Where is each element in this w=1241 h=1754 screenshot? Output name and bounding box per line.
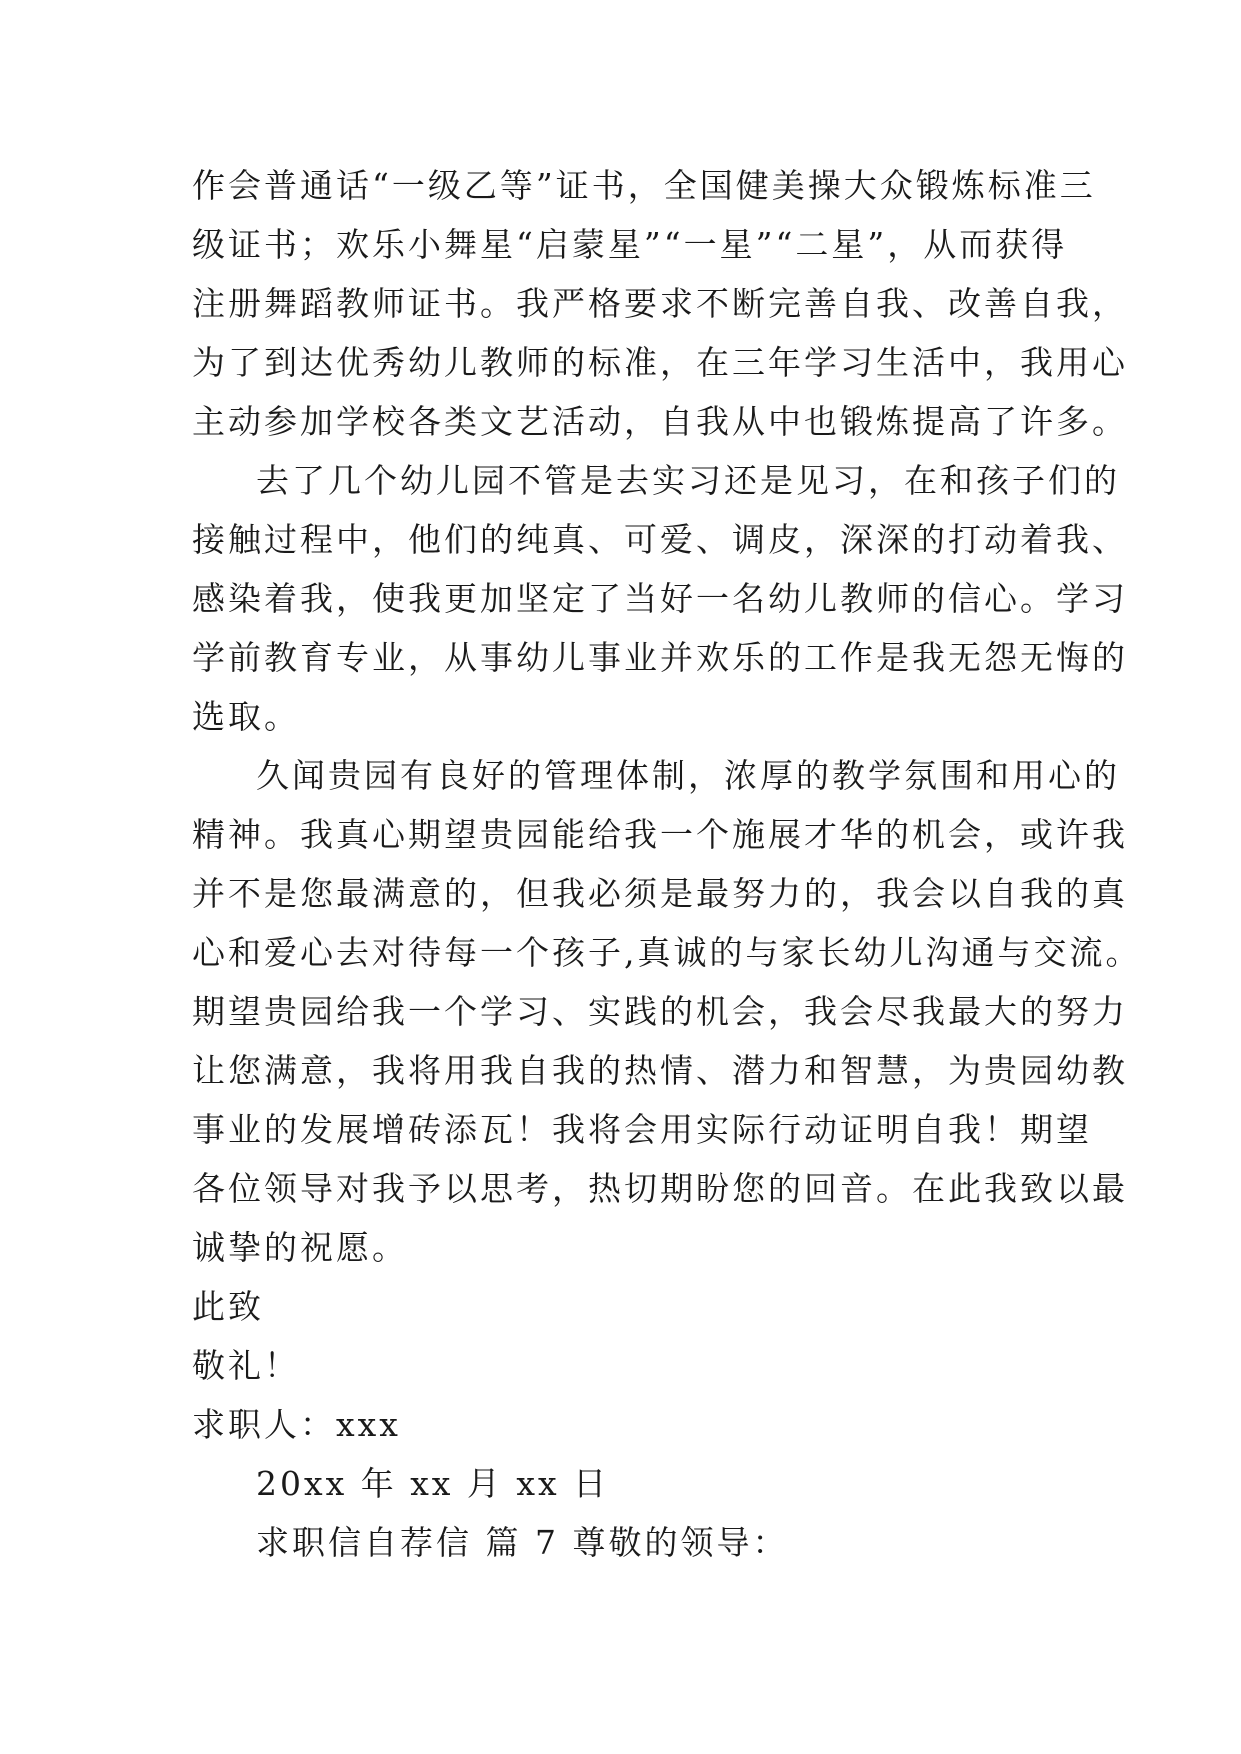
next-letter-heading: 求职信自荐信 篇 7 尊敬的领导： — [256, 1523, 789, 1562]
text-line: 作会普通话“一级乙等”证书，全国健美操大众锻炼标准三 — [192, 166, 1096, 205]
salutation-line-1: 此致 — [192, 1287, 264, 1326]
text-line: 主动参加学校各类文艺活动，自我从中也锻炼提高了许多。 — [192, 402, 1128, 441]
text-line: 精神。我真心期望贵园能给我一个施展才华的机会，或许我 — [192, 815, 1128, 854]
text-line: 为了到达优秀幼儿教师的标准，在三年学习生活中，我用心 — [192, 343, 1128, 382]
text-line: 感染着我，使我更加坚定了当好一名幼儿教师的信心。学习 — [192, 579, 1128, 618]
letter-body — [192, 156, 1142, 1572]
text-line: 期望贵园给我一个学习、实践的机会，我会尽我最大的努力 — [192, 992, 1128, 1031]
text-line: 去了几个幼儿园不管是去实习还是见习，在和孩子们的 — [256, 461, 1120, 500]
text-line: 事业的发展增砖添瓦！我将会用实际行动证明自我！期望 — [192, 1110, 1092, 1149]
text-line: 级证书；欢乐小舞星“启蒙星”“一星”“二星”，从而获得 — [192, 225, 1068, 264]
closing-block — [192, 1277, 1072, 1572]
text-line: 选取。 — [192, 697, 300, 736]
text-line: 久闻贵园有良好的管理体制，浓厚的教学氛围和用心的 — [256, 756, 1120, 795]
salutation-line-2: 敬礼！ — [192, 1346, 300, 1385]
text-line: 接触过程中，他们的纯真、可爱、调皮，深深的打动着我、 — [192, 520, 1128, 559]
text-line: 各位领导对我予以思考，热切期盼您的回音。在此我致以最 — [192, 1169, 1128, 1208]
text-line: 让您满意，我将用我自我的热情、潜力和智慧，为贵园幼教 — [192, 1051, 1128, 1090]
date-line: 20xx 年 xx 月 xx 日 — [256, 1464, 610, 1503]
paragraph-1 — [192, 156, 1128, 451]
text-line: 学前教育专业，从事幼儿事业并欢乐的工作是我无怨无悔的 — [192, 638, 1128, 677]
signature-line: 求职人：xxx — [192, 1405, 401, 1444]
text-line: 诚挚的祝愿。 — [192, 1228, 408, 1267]
text-line: 并不是您最满意的，但我必须是最努力的，我会以自我的真 — [192, 874, 1128, 913]
text-line: 注册舞蹈教师证书。我严格要求不断完善自我、改善自我， — [192, 284, 1128, 323]
paragraph-2 — [192, 451, 1128, 746]
paragraph-3 — [192, 746, 1142, 1277]
text-line: 心和爱心去对待每一个孩子,真诚的与家长幼儿沟通与交流。 — [192, 933, 1142, 972]
